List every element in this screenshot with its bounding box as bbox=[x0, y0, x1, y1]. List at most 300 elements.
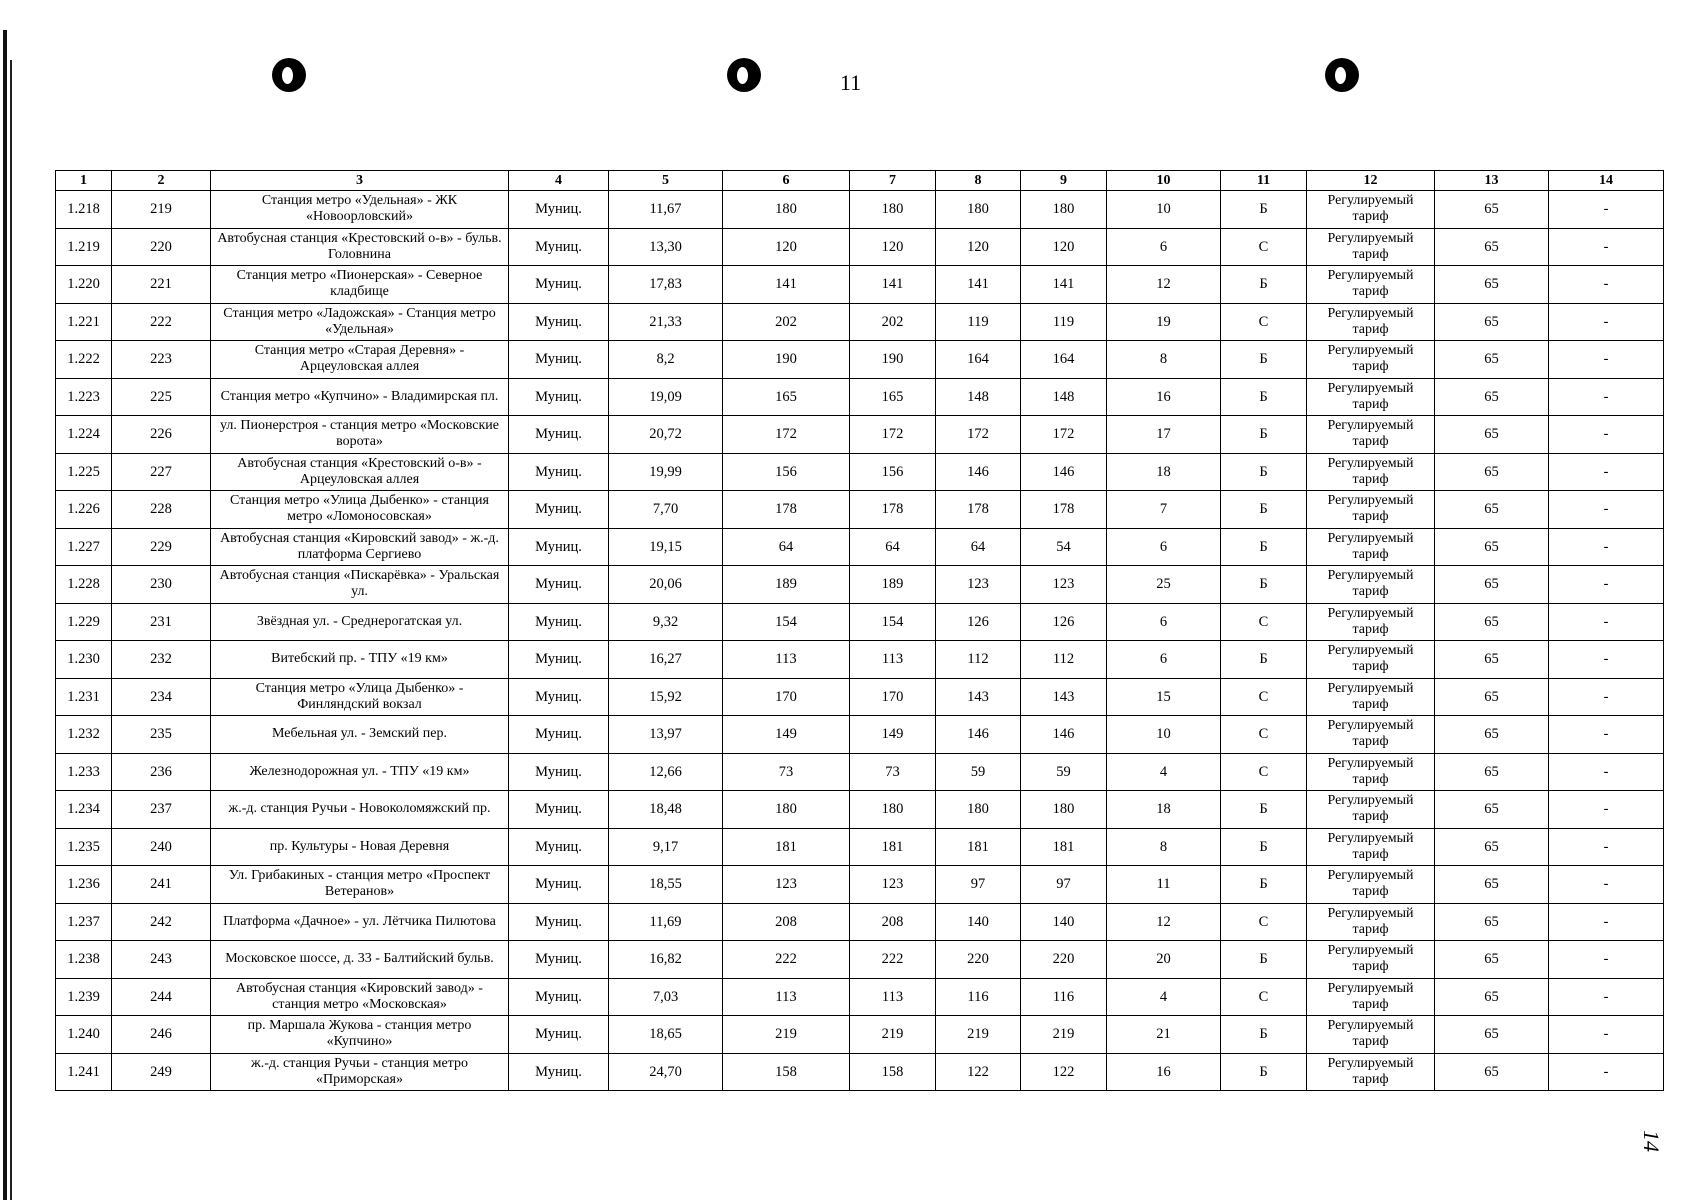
column-header-9: 9 bbox=[1021, 171, 1107, 191]
cell-tariff-type: Регулируемый тариф bbox=[1307, 1053, 1435, 1091]
cell-count-col10: 12 bbox=[1107, 903, 1221, 941]
cell-record-number: 1.239 bbox=[56, 978, 112, 1016]
cell-count-col10: 10 bbox=[1107, 716, 1221, 754]
cell-route-type: Муниц. bbox=[509, 828, 609, 866]
cell-count-col9: 122 bbox=[1021, 1053, 1107, 1091]
punch-hole-center bbox=[727, 58, 761, 92]
cell-count-col8: 220 bbox=[936, 941, 1021, 979]
cell-count-col9: 116 bbox=[1021, 978, 1107, 1016]
table-row bbox=[56, 303, 1664, 341]
cell-count-col10: 10 bbox=[1107, 191, 1221, 229]
cell-vehicle-class: Б bbox=[1221, 341, 1307, 379]
cell-route-length: 17,83 bbox=[609, 266, 723, 304]
cell-count-col8: 141 bbox=[936, 266, 1021, 304]
cell-route-type: Муниц. bbox=[509, 791, 609, 829]
cell-tariff-value: 65 bbox=[1435, 716, 1549, 754]
cell-route-name: Автобусная станция «Крестовский о-в» - бульв. Головнина bbox=[211, 228, 509, 266]
cell-note: - bbox=[1549, 491, 1664, 529]
cell-route-number: 243 bbox=[112, 941, 211, 979]
cell-route-name: пр. Маршала Жукова - станция метро «Купчино» bbox=[211, 1016, 509, 1054]
cell-route-number: 237 bbox=[112, 791, 211, 829]
cell-route-type: Муниц. bbox=[509, 716, 609, 754]
cell-tariff-value: 65 bbox=[1435, 941, 1549, 979]
cell-record-number: 1.237 bbox=[56, 903, 112, 941]
cell-count-col7: 113 bbox=[850, 641, 936, 679]
cell-tariff-type: Регулируемый тариф bbox=[1307, 791, 1435, 829]
cell-route-number: 246 bbox=[112, 1016, 211, 1054]
cell-count-col7: 170 bbox=[850, 678, 936, 716]
cell-route-name: Станция метро «Улица Дыбенко» - станция метро «Ломоносовская» bbox=[211, 491, 509, 529]
cell-route-type: Муниц. bbox=[509, 528, 609, 566]
cell-route-type: Муниц. bbox=[509, 641, 609, 679]
cell-count-total: 219 bbox=[723, 1016, 850, 1054]
cell-tariff-type: Регулируемый тариф bbox=[1307, 341, 1435, 379]
cell-count-col8: 120 bbox=[936, 228, 1021, 266]
cell-vehicle-class: Б bbox=[1221, 941, 1307, 979]
cell-route-name: Платформа «Дачное» - ул. Лётчика Пилютова bbox=[211, 903, 509, 941]
cell-route-number: 236 bbox=[112, 753, 211, 791]
cell-count-col9: 143 bbox=[1021, 678, 1107, 716]
cell-vehicle-class: Б bbox=[1221, 528, 1307, 566]
cell-note: - bbox=[1549, 903, 1664, 941]
cell-route-number: 231 bbox=[112, 603, 211, 641]
cell-count-col9: 172 bbox=[1021, 416, 1107, 454]
cell-count-col8: 180 bbox=[936, 791, 1021, 829]
column-header-6: 6 bbox=[723, 171, 850, 191]
cell-count-total: 178 bbox=[723, 491, 850, 529]
cell-count-col9: 112 bbox=[1021, 641, 1107, 679]
cell-count-col8: 219 bbox=[936, 1016, 1021, 1054]
cell-route-length: 19,09 bbox=[609, 378, 723, 416]
cell-count-total: 180 bbox=[723, 191, 850, 229]
cell-tariff-value: 65 bbox=[1435, 266, 1549, 304]
cell-note: - bbox=[1549, 378, 1664, 416]
cell-note: - bbox=[1549, 341, 1664, 379]
cell-count-col10: 4 bbox=[1107, 753, 1221, 791]
cell-route-number: 220 bbox=[112, 228, 211, 266]
cell-count-col7: 219 bbox=[850, 1016, 936, 1054]
cell-route-number: 223 bbox=[112, 341, 211, 379]
cell-tariff-type: Регулируемый тариф bbox=[1307, 978, 1435, 1016]
cell-route-type: Муниц. bbox=[509, 941, 609, 979]
cell-count-col7: 180 bbox=[850, 191, 936, 229]
cell-count-col8: 116 bbox=[936, 978, 1021, 1016]
cell-count-col8: 140 bbox=[936, 903, 1021, 941]
cell-note: - bbox=[1549, 791, 1664, 829]
cell-route-length: 7,70 bbox=[609, 491, 723, 529]
column-header-11: 11 bbox=[1221, 171, 1307, 191]
cell-count-col7: 141 bbox=[850, 266, 936, 304]
table-row bbox=[56, 641, 1664, 679]
cell-record-number: 1.220 bbox=[56, 266, 112, 304]
cell-tariff-type: Регулируемый тариф bbox=[1307, 378, 1435, 416]
cell-count-total: 190 bbox=[723, 341, 850, 379]
binding-edge-inner bbox=[10, 60, 12, 1200]
cell-count-col8: 164 bbox=[936, 341, 1021, 379]
cell-record-number: 1.219 bbox=[56, 228, 112, 266]
column-header-7: 7 bbox=[850, 171, 936, 191]
cell-route-name: Ул. Грибакиных - станция метро «Проспект Ветеранов» bbox=[211, 866, 509, 904]
cell-vehicle-class: С bbox=[1221, 228, 1307, 266]
cell-count-col10: 7 bbox=[1107, 491, 1221, 529]
cell-vehicle-class: С bbox=[1221, 716, 1307, 754]
cell-count-col8: 146 bbox=[936, 453, 1021, 491]
cell-route-number: 219 bbox=[112, 191, 211, 229]
cell-record-number: 1.229 bbox=[56, 603, 112, 641]
table-row bbox=[56, 941, 1664, 979]
cell-note: - bbox=[1549, 566, 1664, 604]
cell-tariff-type: Регулируемый тариф bbox=[1307, 753, 1435, 791]
cell-count-total: 120 bbox=[723, 228, 850, 266]
cell-route-type: Муниц. bbox=[509, 303, 609, 341]
cell-note: - bbox=[1549, 603, 1664, 641]
cell-vehicle-class: Б bbox=[1221, 453, 1307, 491]
cell-count-col9: 178 bbox=[1021, 491, 1107, 529]
cell-route-name: ж.-д. станция Ручьи - Новоколомяжский пр. bbox=[211, 791, 509, 829]
cell-record-number: 1.233 bbox=[56, 753, 112, 791]
cell-tariff-type: Регулируемый тариф bbox=[1307, 1016, 1435, 1054]
cell-count-col7: 208 bbox=[850, 903, 936, 941]
cell-count-total: 113 bbox=[723, 641, 850, 679]
table-row bbox=[56, 191, 1664, 229]
cell-record-number: 1.228 bbox=[56, 566, 112, 604]
cell-count-col7: 64 bbox=[850, 528, 936, 566]
cell-route-name: Станция метро «Пионерская» - Северное кладбище bbox=[211, 266, 509, 304]
cell-route-number: 249 bbox=[112, 1053, 211, 1091]
cell-note: - bbox=[1549, 1016, 1664, 1054]
cell-count-col8: 126 bbox=[936, 603, 1021, 641]
cell-tariff-type: Регулируемый тариф bbox=[1307, 866, 1435, 904]
cell-route-length: 9,17 bbox=[609, 828, 723, 866]
cell-record-number: 1.227 bbox=[56, 528, 112, 566]
cell-record-number: 1.218 bbox=[56, 191, 112, 229]
column-header-10: 10 bbox=[1107, 171, 1221, 191]
cell-count-col7: 222 bbox=[850, 941, 936, 979]
cell-count-total: 158 bbox=[723, 1053, 850, 1091]
cell-vehicle-class: С bbox=[1221, 903, 1307, 941]
table-row bbox=[56, 341, 1664, 379]
cell-count-col10: 20 bbox=[1107, 941, 1221, 979]
cell-tariff-type: Регулируемый тариф bbox=[1307, 603, 1435, 641]
table-row bbox=[56, 866, 1664, 904]
table-row bbox=[56, 903, 1664, 941]
cell-count-col7: 149 bbox=[850, 716, 936, 754]
cell-count-col8: 112 bbox=[936, 641, 1021, 679]
cell-count-col9: 126 bbox=[1021, 603, 1107, 641]
cell-route-number: 228 bbox=[112, 491, 211, 529]
cell-tariff-value: 65 bbox=[1435, 791, 1549, 829]
cell-route-number: 221 bbox=[112, 266, 211, 304]
column-header-13: 13 bbox=[1435, 171, 1549, 191]
cell-note: - bbox=[1549, 266, 1664, 304]
cell-vehicle-class: Б bbox=[1221, 566, 1307, 604]
table-row bbox=[56, 716, 1664, 754]
cell-count-col7: 181 bbox=[850, 828, 936, 866]
cell-count-col10: 6 bbox=[1107, 641, 1221, 679]
cell-count-col10: 16 bbox=[1107, 378, 1221, 416]
cell-count-col9: 97 bbox=[1021, 866, 1107, 904]
table-row bbox=[56, 603, 1664, 641]
cell-count-total: 202 bbox=[723, 303, 850, 341]
cell-record-number: 1.231 bbox=[56, 678, 112, 716]
cell-tariff-type: Регулируемый тариф bbox=[1307, 491, 1435, 529]
cell-vehicle-class: Б bbox=[1221, 866, 1307, 904]
cell-count-col9: 164 bbox=[1021, 341, 1107, 379]
cell-count-col7: 113 bbox=[850, 978, 936, 1016]
cell-count-col9: 146 bbox=[1021, 453, 1107, 491]
cell-count-col10: 12 bbox=[1107, 266, 1221, 304]
cell-count-col9: 123 bbox=[1021, 566, 1107, 604]
cell-route-name: пр. Культуры - Новая Деревня bbox=[211, 828, 509, 866]
cell-tariff-type: Регулируемый тариф bbox=[1307, 941, 1435, 979]
cell-count-total: 141 bbox=[723, 266, 850, 304]
cell-count-col10: 15 bbox=[1107, 678, 1221, 716]
column-header-2: 2 bbox=[112, 171, 211, 191]
cell-route-type: Муниц. bbox=[509, 266, 609, 304]
cell-route-type: Муниц. bbox=[509, 903, 609, 941]
cell-count-total: 73 bbox=[723, 753, 850, 791]
cell-count-col7: 190 bbox=[850, 341, 936, 379]
table-row bbox=[56, 828, 1664, 866]
cell-count-col9: 59 bbox=[1021, 753, 1107, 791]
cell-route-length: 11,67 bbox=[609, 191, 723, 229]
cell-route-type: Муниц. bbox=[509, 378, 609, 416]
cell-count-col10: 21 bbox=[1107, 1016, 1221, 1054]
cell-count-total: 181 bbox=[723, 828, 850, 866]
cell-note: - bbox=[1549, 941, 1664, 979]
cell-count-col10: 18 bbox=[1107, 453, 1221, 491]
cell-route-number: 235 bbox=[112, 716, 211, 754]
cell-note: - bbox=[1549, 978, 1664, 1016]
cell-record-number: 1.223 bbox=[56, 378, 112, 416]
cell-route-length: 20,06 bbox=[609, 566, 723, 604]
cell-note: - bbox=[1549, 528, 1664, 566]
cell-tariff-value: 65 bbox=[1435, 978, 1549, 1016]
cell-record-number: 1.222 bbox=[56, 341, 112, 379]
cell-tariff-type: Регулируемый тариф bbox=[1307, 228, 1435, 266]
cell-route-type: Муниц. bbox=[509, 566, 609, 604]
cell-tariff-value: 65 bbox=[1435, 828, 1549, 866]
cell-route-length: 15,92 bbox=[609, 678, 723, 716]
cell-route-number: 222 bbox=[112, 303, 211, 341]
cell-tariff-value: 65 bbox=[1435, 866, 1549, 904]
cell-note: - bbox=[1549, 716, 1664, 754]
cell-record-number: 1.226 bbox=[56, 491, 112, 529]
cell-count-col10: 16 bbox=[1107, 1053, 1221, 1091]
cell-route-length: 9,32 bbox=[609, 603, 723, 641]
cell-route-number: 232 bbox=[112, 641, 211, 679]
table-row bbox=[56, 566, 1664, 604]
table-row bbox=[56, 791, 1664, 829]
cell-count-col10: 8 bbox=[1107, 828, 1221, 866]
cell-count-col10: 17 bbox=[1107, 416, 1221, 454]
cell-count-total: 170 bbox=[723, 678, 850, 716]
cell-route-name: Железнодорожная ул. - ТПУ «19 км» bbox=[211, 753, 509, 791]
cell-tariff-type: Регулируемый тариф bbox=[1307, 453, 1435, 491]
cell-record-number: 1.221 bbox=[56, 303, 112, 341]
cell-route-number: 225 bbox=[112, 378, 211, 416]
cell-route-length: 19,99 bbox=[609, 453, 723, 491]
handwritten-sheet-number: 14 bbox=[1639, 1130, 1664, 1152]
punch-hole-left bbox=[272, 58, 306, 92]
cell-route-name: Станция метро «Купчино» - Владимирская пл. bbox=[211, 378, 509, 416]
cell-route-name: Автобусная станция «Кировский завод» - станция метро «Московская» bbox=[211, 978, 509, 1016]
cell-tariff-value: 65 bbox=[1435, 903, 1549, 941]
cell-vehicle-class: Б bbox=[1221, 416, 1307, 454]
cell-route-length: 16,82 bbox=[609, 941, 723, 979]
table-row bbox=[56, 978, 1664, 1016]
table-body bbox=[56, 191, 1664, 1091]
cell-route-type: Муниц. bbox=[509, 1016, 609, 1054]
cell-vehicle-class: С bbox=[1221, 753, 1307, 791]
cell-route-type: Муниц. bbox=[509, 453, 609, 491]
cell-vehicle-class: С bbox=[1221, 603, 1307, 641]
cell-tariff-type: Регулируемый тариф bbox=[1307, 641, 1435, 679]
cell-route-number: 226 bbox=[112, 416, 211, 454]
table-row bbox=[56, 266, 1664, 304]
cell-tariff-value: 65 bbox=[1435, 341, 1549, 379]
cell-route-type: Муниц. bbox=[509, 603, 609, 641]
cell-count-col10: 25 bbox=[1107, 566, 1221, 604]
cell-count-col9: 180 bbox=[1021, 191, 1107, 229]
cell-vehicle-class: Б bbox=[1221, 266, 1307, 304]
cell-count-col9: 181 bbox=[1021, 828, 1107, 866]
cell-tariff-value: 65 bbox=[1435, 528, 1549, 566]
cell-count-col8: 181 bbox=[936, 828, 1021, 866]
cell-tariff-type: Регулируемый тариф bbox=[1307, 266, 1435, 304]
cell-route-length: 12,66 bbox=[609, 753, 723, 791]
cell-vehicle-class: Б bbox=[1221, 378, 1307, 416]
cell-tariff-type: Регулируемый тариф bbox=[1307, 303, 1435, 341]
cell-tariff-type: Регулируемый тариф bbox=[1307, 191, 1435, 229]
column-header-5: 5 bbox=[609, 171, 723, 191]
cell-route-type: Муниц. bbox=[509, 491, 609, 529]
table-row bbox=[56, 453, 1664, 491]
table-row bbox=[56, 1016, 1664, 1054]
column-header-14: 14 bbox=[1549, 171, 1664, 191]
cell-count-col9: 146 bbox=[1021, 716, 1107, 754]
cell-route-name: Мебельная ул. - Земский пер. bbox=[211, 716, 509, 754]
cell-note: - bbox=[1549, 453, 1664, 491]
cell-count-col7: 73 bbox=[850, 753, 936, 791]
cell-route-type: Муниц. bbox=[509, 866, 609, 904]
cell-route-length: 19,15 bbox=[609, 528, 723, 566]
table-row bbox=[56, 416, 1664, 454]
cell-route-length: 18,65 bbox=[609, 1016, 723, 1054]
cell-route-length: 11,69 bbox=[609, 903, 723, 941]
cell-note: - bbox=[1549, 828, 1664, 866]
routes-table bbox=[55, 170, 1664, 1091]
cell-route-name: ул. Пионерстроя - станция метро «Московские ворота» bbox=[211, 416, 509, 454]
cell-route-type: Муниц. bbox=[509, 341, 609, 379]
cell-route-length: 20,72 bbox=[609, 416, 723, 454]
cell-count-col9: 148 bbox=[1021, 378, 1107, 416]
column-header-8: 8 bbox=[936, 171, 1021, 191]
cell-route-number: 242 bbox=[112, 903, 211, 941]
cell-tariff-value: 65 bbox=[1435, 641, 1549, 679]
cell-count-col7: 202 bbox=[850, 303, 936, 341]
cell-count-col9: 180 bbox=[1021, 791, 1107, 829]
table-row bbox=[56, 491, 1664, 529]
punch-hole-right bbox=[1325, 58, 1359, 92]
cell-count-col7: 172 bbox=[850, 416, 936, 454]
cell-record-number: 1.241 bbox=[56, 1053, 112, 1091]
cell-count-col10: 19 bbox=[1107, 303, 1221, 341]
cell-vehicle-class: Б bbox=[1221, 791, 1307, 829]
cell-tariff-type: Регулируемый тариф bbox=[1307, 678, 1435, 716]
cell-record-number: 1.236 bbox=[56, 866, 112, 904]
cell-tariff-value: 65 bbox=[1435, 603, 1549, 641]
cell-count-col10: 18 bbox=[1107, 791, 1221, 829]
binding-edge bbox=[3, 30, 7, 1200]
cell-tariff-value: 65 bbox=[1435, 416, 1549, 454]
cell-route-length: 18,48 bbox=[609, 791, 723, 829]
cell-tariff-value: 65 bbox=[1435, 491, 1549, 529]
cell-tariff-value: 65 bbox=[1435, 453, 1549, 491]
cell-count-col7: 165 bbox=[850, 378, 936, 416]
cell-count-col8: 148 bbox=[936, 378, 1021, 416]
cell-count-total: 172 bbox=[723, 416, 850, 454]
cell-count-col9: 119 bbox=[1021, 303, 1107, 341]
page-number: 11 bbox=[840, 70, 862, 95]
cell-count-total: 113 bbox=[723, 978, 850, 1016]
cell-route-name: Московское шоссе, д. 33 - Балтийский бульв. bbox=[211, 941, 509, 979]
cell-tariff-value: 65 bbox=[1435, 678, 1549, 716]
cell-tariff-type: Регулируемый тариф bbox=[1307, 716, 1435, 754]
cell-route-name: Станция метро «Удельная» - ЖК «Новоорловский» bbox=[211, 191, 509, 229]
cell-count-col8: 97 bbox=[936, 866, 1021, 904]
cell-vehicle-class: С bbox=[1221, 678, 1307, 716]
table-row bbox=[56, 528, 1664, 566]
cell-count-col8: 64 bbox=[936, 528, 1021, 566]
cell-route-name: Автобусная станция «Крестовский о-в» - Арцеуловская аллея bbox=[211, 453, 509, 491]
cell-count-total: 154 bbox=[723, 603, 850, 641]
cell-count-col7: 189 bbox=[850, 566, 936, 604]
cell-count-col9: 54 bbox=[1021, 528, 1107, 566]
cell-tariff-value: 65 bbox=[1435, 303, 1549, 341]
table-row bbox=[56, 678, 1664, 716]
cell-route-name: Станция метро «Старая Деревня» - Арцеуловская аллея bbox=[211, 341, 509, 379]
cell-tariff-value: 65 bbox=[1435, 228, 1549, 266]
cell-tariff-type: Регулируемый тариф bbox=[1307, 416, 1435, 454]
cell-route-type: Муниц. bbox=[509, 228, 609, 266]
cell-vehicle-class: Б bbox=[1221, 1053, 1307, 1091]
cell-route-type: Муниц. bbox=[509, 1053, 609, 1091]
cell-count-col10: 11 bbox=[1107, 866, 1221, 904]
cell-route-name: Автобусная станция «Пискарёвка» - Уральская ул. bbox=[211, 566, 509, 604]
cell-count-col7: 178 bbox=[850, 491, 936, 529]
cell-route-length: 24,70 bbox=[609, 1053, 723, 1091]
cell-record-number: 1.238 bbox=[56, 941, 112, 979]
cell-route-name: Станция метро «Ладожская» - Станция метро «Удельная» bbox=[211, 303, 509, 341]
cell-route-name: Звёздная ул. - Среднерогатская ул. bbox=[211, 603, 509, 641]
cell-route-type: Муниц. bbox=[509, 753, 609, 791]
cell-route-type: Муниц. bbox=[509, 678, 609, 716]
cell-tariff-type: Регулируемый тариф bbox=[1307, 903, 1435, 941]
column-header-12: 12 bbox=[1307, 171, 1435, 191]
cell-count-total: 165 bbox=[723, 378, 850, 416]
cell-count-col8: 146 bbox=[936, 716, 1021, 754]
cell-count-col10: 4 bbox=[1107, 978, 1221, 1016]
cell-count-total: 123 bbox=[723, 866, 850, 904]
cell-note: - bbox=[1549, 1053, 1664, 1091]
cell-count-col7: 120 bbox=[850, 228, 936, 266]
cell-record-number: 1.224 bbox=[56, 416, 112, 454]
cell-count-col7: 123 bbox=[850, 866, 936, 904]
cell-count-col7: 156 bbox=[850, 453, 936, 491]
cell-route-name: Витебский пр. - ТПУ «19 км» bbox=[211, 641, 509, 679]
table-row bbox=[56, 378, 1664, 416]
